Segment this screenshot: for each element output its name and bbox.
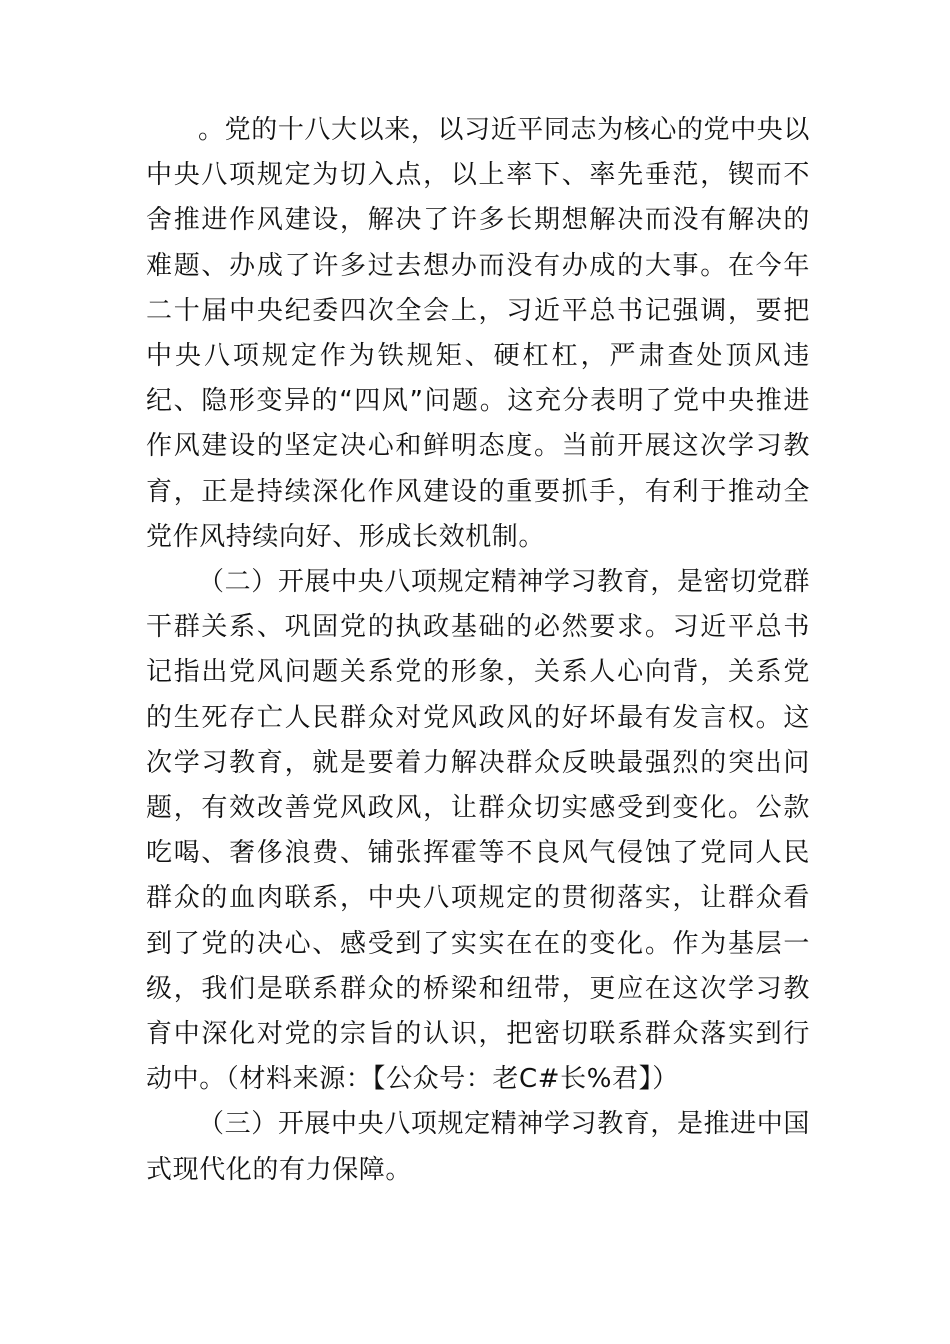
document-body	[146, 108, 810, 1193]
paragraph-2: （二）开展中央八项规定精神学习教育，是密切党群干群关系、巩固党的执政基础的必然要求。习近平总书记指出党风问题关系党的形象，关系人心向背，关系党的生死存亡人民群众对党风政风的好坏最有发言权。这次学习教育，就是要着力解决群众反映最强烈的突出问题，有效改善党风政风，让群众切实感受到变化。公款吃喝、奢侈浪费、铺张挥霍等不良风气侵蚀了党同人民群众的血肉联系，中央八项规定的贯彻落实，让群众看到了党的决心、感受到了实实在在的变化。作为基层一级，我们是联系群众的桥梁和纽带，更应在这次学习教育中深化对党的宗旨的认识，把密切联系群众落实到行动中。（材料来源：【公众号：老C#长%君】）	[146, 567, 810, 1095]
paragraph-3: （三）开展中央八项规定精神学习教育，是推进中国式现代化的有力保障。	[146, 1109, 810, 1185]
paragraph-1: 。党的十八大以来，以习近平同志为核心的党中央以中央八项规定为切入点，以上率下、率先垂范，锲而不舍推进作风建设，解决了许多长期想解决而没有解决的难题、办成了许多过去想办而没有办成的大事。在今年二十届中央纪委四次全会上，习近平总书记强调，要把中央八项规定作为铁规矩、硬杠杠，严肃查处顶风违纪、隐形变异的“四风”问题。这充分表明了党中央推进作风建设的坚定决心和鲜明态度。当前开展这次学习教育，正是持续深化作风建设的重要抓手，有利于推动全党作风持续向好、形成长效机制。	[146, 115, 810, 552]
